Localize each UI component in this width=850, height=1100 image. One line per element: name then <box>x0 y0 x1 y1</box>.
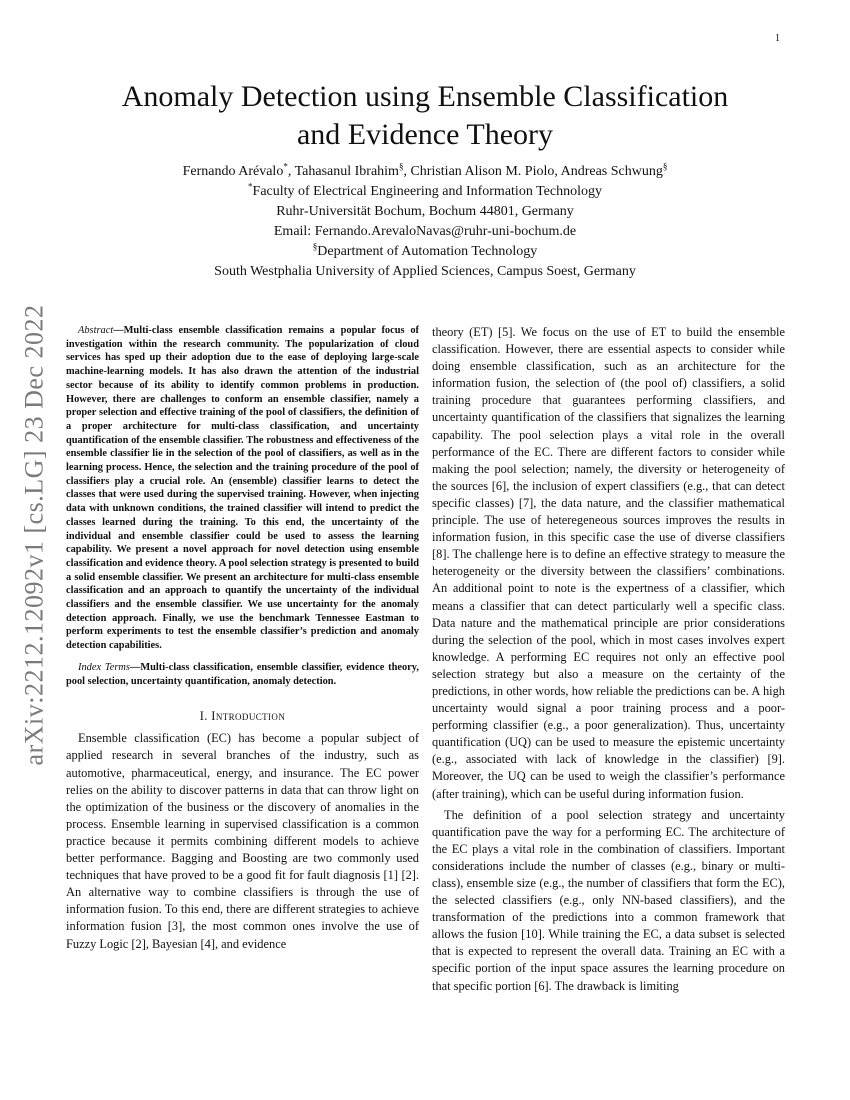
intro-paragraph: Ensemble classification (EC) has become a popular subject of applied research in several branches of the industry, such as automotive, pharmaceutical, energy, and insurance. The EC power relies on the ability to discover patterns in data that can throw light on the optimization of the business or the discovery of anomalies in the process. Ensemble learning in supervised classification is a common practice because it permits combining different models to achieve better performance. Bagging and Boosting are two commonly used techniques that have proved to be a good fit for fault diagnosis [1] [2]. An alternative way to combine classifiers is through the use of information fusion. To this end, there are different strategies to achieve information fusion [3], the most common ones involve the use of Fuzzy Logic [2], Bayesian [4], and evidence <box>66 731 419 951</box>
author-block <box>60 162 790 282</box>
affiliation-mark: * <box>248 181 253 192</box>
intro-paragraph: The definition of a pool selection strategy and uncertainty quantification pave the way for a performing EC. The architecture of the EC plays a vital role in the combination of classifiers. Important considerations include the number of classes (e.g., binary or multi-class), ensemble size (e.g., the number of classifiers that form the EC), the selected classifiers (e.g., only NN-based classifiers), and the transformation of the predictions into a common framework that allows the fusion [10]. While training the EC, a data subset is selected that is expected to represent the overall data. Training an EC with a specific portion of the input space assures the learning procedure on that specific portion [6]. The drawback is limiting <box>432 807 785 993</box>
left-column <box>66 324 419 953</box>
affiliation-mark: § <box>312 241 318 252</box>
abstract-text: —Multi-class ensemble classification remains a popular focus of investigation within the research community. The popularization of cloud services has sped up their adoption due to the ease of deploying large-scale machine-learning models. It has also drawn the attention of the industrial sector because of its ability to identify common problems in production. However, there are challenges to conform an ensemble classifier, namely a proper selection and effective training of the pool of classifiers, the definition of a proper architecture for multi-class classification, and uncertainty quantification of the ensemble classifier. The robustness and effectiveness of the ensemble classifier lie in the selection of the pool of classifiers, as well as in the learning process. Hence, the selection and the training procedure of the pool of classifiers play a crucial role. An (ensemble) classifier learns to detect the classes that were used during the supervised training. However, when injecting data with unknown conditions, the trained classifier will intend to predict the classes learned during the training. To this end, the uncertainty of the individual and ensemble classifier could be used to assess the learning capability. We present a novel approach for novel detection using ensemble classification and evidence theory. A pool selection strategy is presented to build a solid ensemble classifier. We present an architecture for multi-class ensemble classification and an approach to quantify the uncertainty of the individual classifiers and the ensemble classifier. We use uncertainty for the anomaly detection approach. Finally, we use the benchmark Tennessee Eastman to perform experiments to test the ensemble classifier’s prediction and anomaly detection capabilities. <box>66 325 419 652</box>
right-column <box>432 324 785 995</box>
section-title: Introduction <box>211 709 286 724</box>
paper-title <box>60 78 790 154</box>
affiliation-mark: § <box>398 161 404 172</box>
author-2: , Tahasanul Ibrahim <box>287 164 399 179</box>
intro-paragraph-continued: theory (ET) [5]. We focus on the use of ET to build the ensemble classification. However, there are essential aspects to consider while doing ensemble classification, such as an architecture for the information fusion, the selection of (the pool of) classifiers, a solid training procedure that guarantees performing classifiers, and uncertainty quantification of the classifiers that signalizes the learning capability. The pool selection plays a vital role in the overall performance of the EC. There are different factors to consider while making the pool selection; namely, the diversity or heterogeneity of the sources [6], the inclusion of expert classifiers (e.g., that can detect specific classes) [7], the data nature, and the classifier mathematical principle. The use of heteregeneous sources improves the results in information fusion, in this specific case the use of diverse classifiers [8]. The challenge here is to define an effective strategy to measure the heterogeneity or the diversity between the classifiers’ combinations. An additional point to note is the expertness of a classifier, which means a classifier that can detect particularly well a specific class. Data nature and the mathematical principle are prior considerations during the selection of the pool, which in most cases involves expert knowledge. A performing EC requires not only an effective pool selection strategy but also a measure on the certainty of the predictions, in other words, how reliable the predictions can be. A high uncertainty would signal a poor training process and a poor-performing classifier (e.g., a poor generalization). Thus, uncertainty quantification (UQ) can be used to measure the epistemic uncertainty (e.g., associated with lack of knowledge in the classifier) [9]. Moreover, the UQ can be used to weigh the classifier’s performance (after training), which can be useful during information fusion. <box>432 325 785 801</box>
affiliation-2-name: Department of Automation Technology <box>317 244 538 259</box>
affiliation-1-location: Ruhr-Universität Bochum, Bochum 44801, Germany <box>276 204 574 219</box>
affiliation-mark: § <box>662 161 668 172</box>
author-names <box>60 162 790 182</box>
index-terms-label: Index Terms <box>78 661 130 673</box>
author-1: Fernando Arévalo <box>182 164 284 179</box>
abstract <box>66 324 419 653</box>
abstract-label: Abstract <box>78 325 114 336</box>
affiliation-1 <box>60 182 790 202</box>
affiliation-mark: * <box>283 161 288 172</box>
arxiv-identifier: arXiv:2212.12092v1 [cs.LG] 23 Dec 2022 <box>19 304 49 766</box>
arxiv-side-stamp <box>8 290 60 780</box>
title-line-1: Anomaly Detection using Ensemble Classification <box>121 80 729 113</box>
section-heading <box>66 708 419 725</box>
author-3-4: , Christian Alison M. Piolo, Andreas Schwung <box>403 164 663 179</box>
index-terms-text: —Multi-class classification, ensemble classifier, evidence theory, pool selection, uncertainty quantification, anomaly detection. <box>66 661 419 687</box>
affiliation-2 <box>60 242 790 262</box>
page-number: 1 <box>775 33 780 44</box>
affiliation-2-location: South Westphalia University of Applied Sciences, Campus Soest, Germany <box>214 264 636 279</box>
section-number: I. <box>199 709 212 724</box>
title-line-2: and Evidence Theory <box>296 118 553 151</box>
affiliation-1-name: Faculty of Electrical Engineering and Information Technology <box>252 184 602 199</box>
index-terms <box>66 661 419 688</box>
contact-email: Email: Fernando.ArevaloNavas@ruhr-uni-bochum.de <box>273 224 577 239</box>
